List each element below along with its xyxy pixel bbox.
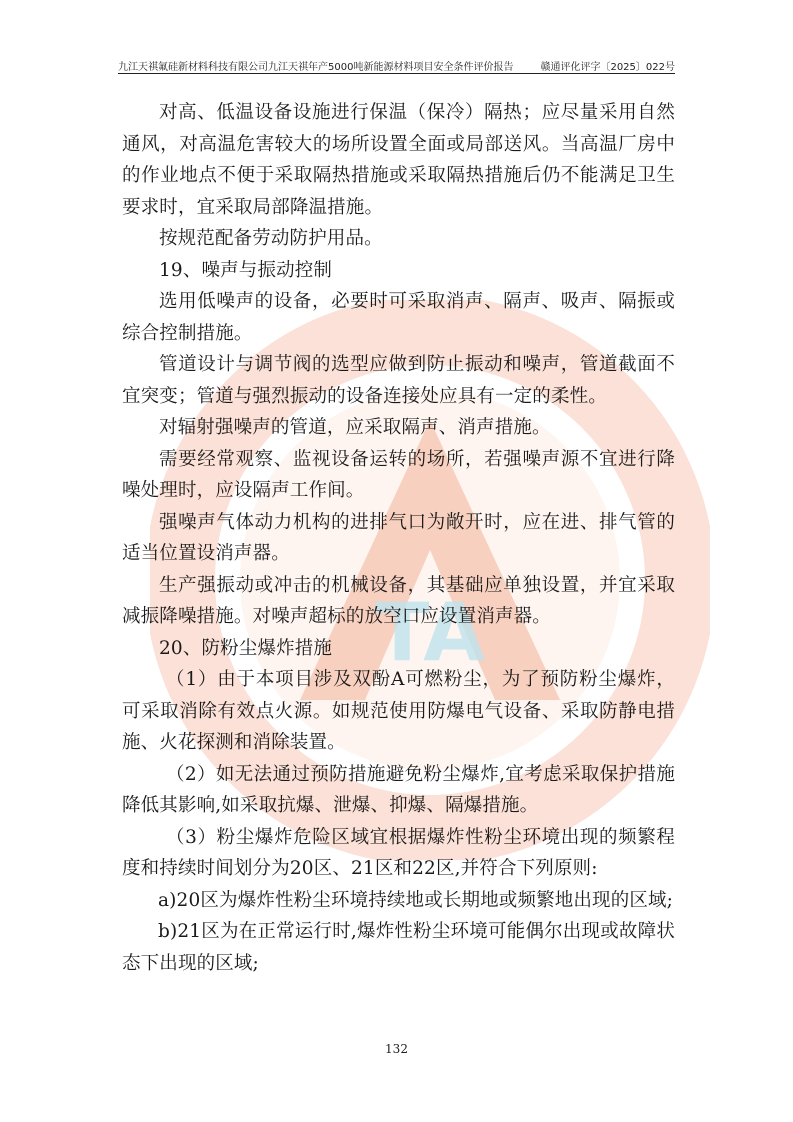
paragraph-zone-21: b)21区为在正常运行时,爆炸性粉尘环境可能偶尔出现或故障状态下出现的区域; [122,921,675,974]
paragraph-silencer: 强噪声气体动力机构的进排气口为敞开时，应在进、排气管的适当位置设消声器。 [122,511,675,564]
header-report-title: 九江天祺氟硅新材料科技有限公司九江天祺年产5000吨新能源材料项目安全条件评价报告 [118,62,514,73]
paragraph-heat-insulation: 对高、低温设备设施进行保温（保冷）隔热；应尽量采用自然通风，对高温危害较大的场所设置全面或局部送风。当高温厂房中的作业地点不便于采取隔热措施或采取隔热措施后仍不能满足卫生要求时，宜采取局部降温措施。 [122,102,675,218]
paragraph-zone-20: a)20区为爆炸性粉尘环境持续地或长期地或频繁地出现的区域; [158,889,674,911]
svg-text:TA: TA [374,586,486,679]
document-body [122,97,675,979]
paragraph-dust-item-1: （1）由于本项目涉及双酚A可燃粉尘，为了预防粉尘爆炸，可采取消除有效点火源。如规范使用防爆电气设备、采取防静电措施、火花探测和消除装置。 [122,669,675,753]
section-heading-dust-explosion: 20、防粉尘爆炸措施 [159,637,333,659]
paragraph-soundproof-room: 需要经常观察、监视设备运转的场所，若强噪声源不宜进行降噪处理时，应设隔声工作间。 [122,448,675,501]
paragraph-dust-item-3: （3）粉尘爆炸危险区域宜根据爆炸性粉尘环境出现的频繁程度和持续时间划分为20区、21区和22区,并符合下列原则: [122,826,675,879]
paragraph-noise-pipeline: 对辐射强噪声的管道，应采取隔声、消声措施。 [159,417,551,438]
header-report-number: 赣通评化评字〔2025〕022号 [540,62,675,73]
paragraph-pipeline-design: 管道设计与调节阀的选型应做到防止振动和噪声，管道截面不宜突变；管道与强烈振动的设备连接处应具有一定的柔性。 [122,354,675,407]
section-heading-noise: 19、噪声与振动控制 [159,259,333,281]
page-number: 132 [385,1042,408,1056]
paragraph-vibration-equipment: 生产强振动或冲击的机械设备，其基础应单独设置，并宜采取减振降噪措施。对噪声超标的放空口应设置消声器。 [122,574,675,627]
paragraph-low-noise-equipment: 选用低噪声的设备，必要时可采取消声、隔声、吸声、隔振或综合控制措施。 [122,291,675,344]
paragraph-ppe: 按规范配备劳动防护用品。 [159,228,383,249]
paragraph-dust-item-2: （2）如无法通过预防措施避免粉尘爆炸,宜考虑采取保护措施降低其影响,如采取抗爆、泄爆、抑爆、隔爆措施。 [122,763,675,816]
running-header [118,56,675,74]
header-rule [118,73,675,74]
